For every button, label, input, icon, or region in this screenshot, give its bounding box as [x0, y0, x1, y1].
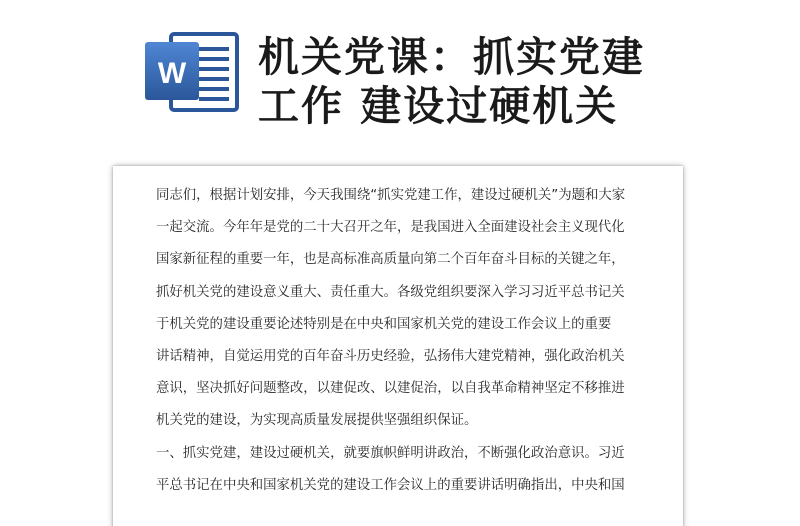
document-page-preview: [113, 166, 683, 526]
document-title-line-1: 机关党课：抓实党建: [258, 33, 645, 81]
body-line: 机关党的建设，为实现高质量发展提供坚强组织保证。: [156, 413, 478, 429]
body-line: 抓好机关党的建设意义重大、责任重大。各级党组织要深入学习习近平总书记关: [156, 284, 625, 300]
document-header: [0, 0, 800, 150]
body-line: 同志们，根据计划安排，今天我围绕“抓实党建工作，建设过硬机关”为题和大家: [156, 188, 626, 203]
document-body: [156, 180, 646, 502]
body-line: 意识，坚决抓好问题整改，以建促改、以建促治，以自我革命精神坚定不移推进: [156, 381, 625, 397]
word-logo-letter: W: [157, 57, 187, 90]
word-document-icon: [143, 30, 243, 114]
body-line: 平总书记在中央和国家机关党的建设工作会议上的重要讲话明确指出，中央和国: [156, 477, 625, 493]
body-line: 一、抓实党建，建设过硬机关，就要旗帜鲜明讲政治，不断强化政治意识。习近: [156, 445, 625, 461]
body-line: 讲话精神，自觉运用党的百年奋斗历史经验，弘扬伟大建党精神，强化政治机关: [156, 348, 625, 364]
document-title-line-2: 工作 建设过硬机关: [258, 82, 619, 130]
body-line: 于机关党的建设重要论述特别是在中央和国家机关党的建设工作会议上的重要: [156, 316, 612, 332]
body-line: 国家新征程的重要一年，也是高标准高质量向第二个百年奋斗目标的关键之年，: [156, 252, 625, 268]
body-line: 一起交流。今年年是党的二十大召开之年，是我国进入全面建设社会主义现代化: [156, 220, 625, 236]
